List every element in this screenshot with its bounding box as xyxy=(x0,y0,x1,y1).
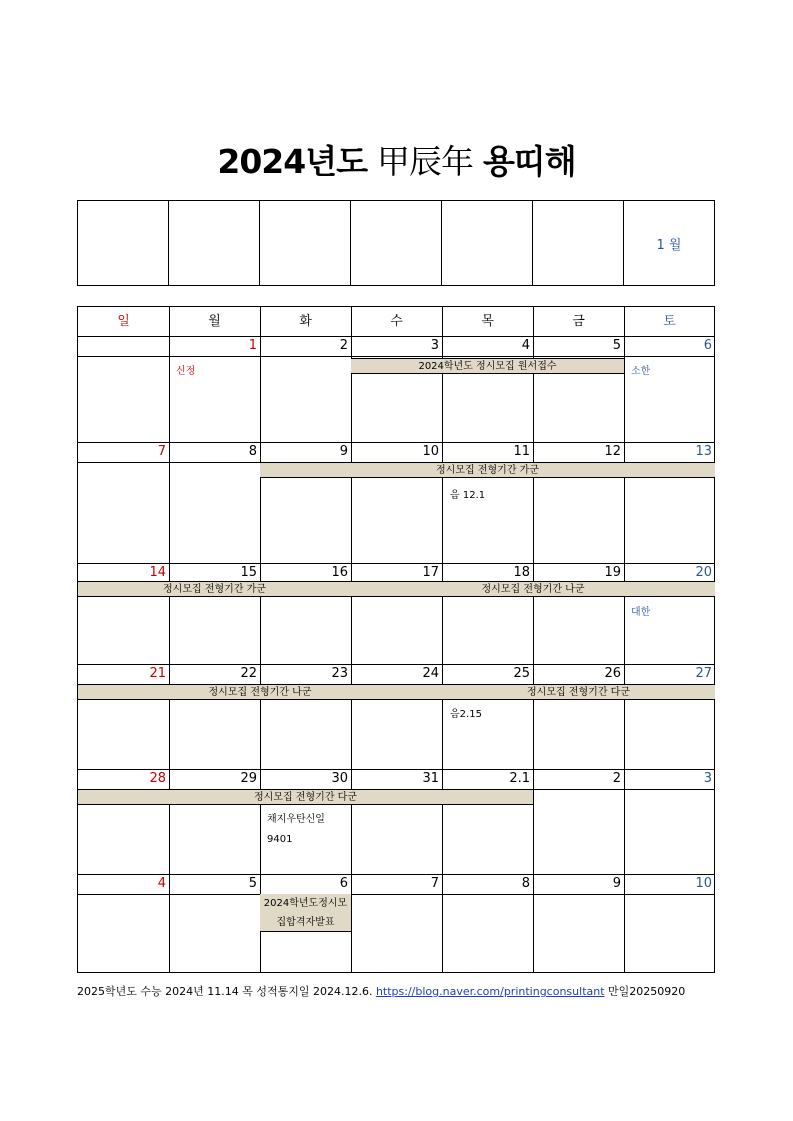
title-ganji: 甲辰年 xyxy=(376,142,473,181)
day-number: 1 xyxy=(248,338,257,353)
day-number: 7 xyxy=(430,876,439,891)
seasonal-note: 대한 xyxy=(631,607,651,618)
footer-text: 2025학년도 수능 2024년 11.14 목 성적통지일 2024.12.6. xyxy=(77,985,373,998)
day-number: 7 xyxy=(157,444,166,459)
page-title xyxy=(0,136,793,183)
event-bar: 정시모집 전형기간 가군 xyxy=(260,462,715,478)
header-cell xyxy=(169,201,260,285)
event-box-line: 집합격자발표 xyxy=(276,917,335,928)
weekday-mon: 월 xyxy=(208,314,221,329)
grid-line xyxy=(351,307,352,972)
footer-note xyxy=(77,983,685,999)
day-number: 5 xyxy=(248,876,257,891)
grid-line xyxy=(624,307,625,972)
day-number: 8 xyxy=(521,876,530,891)
event-bar: 정시모집 전형기간 다군 xyxy=(78,789,533,805)
month-label: 1 월 xyxy=(656,238,682,253)
event-bar: 정시모집 전형기간 가군 xyxy=(78,581,351,597)
day-number: 3 xyxy=(703,771,712,786)
day-number: 11 xyxy=(513,444,530,459)
day-number: 24 xyxy=(422,666,439,681)
day-number: 9 xyxy=(612,876,621,891)
grid-line xyxy=(78,356,714,357)
day-number: 26 xyxy=(604,666,621,681)
day-number: 4 xyxy=(521,338,530,353)
weekday-sat: 토 xyxy=(663,314,676,329)
grid-line xyxy=(78,894,714,895)
day-number: 22 xyxy=(240,666,257,681)
header-cell-month xyxy=(624,201,714,285)
day-number: 8 xyxy=(248,444,257,459)
day-number: 27 xyxy=(695,666,712,681)
header-strip xyxy=(77,200,715,286)
header-cell xyxy=(442,201,533,285)
day-number: 6 xyxy=(339,876,348,891)
day-number: 13 xyxy=(695,444,712,459)
day-number: 4 xyxy=(157,876,166,891)
holiday-note: 신정 xyxy=(176,366,196,377)
header-cell xyxy=(260,201,351,285)
day-number: 10 xyxy=(422,444,439,459)
day-number: 10 xyxy=(695,876,712,891)
day-number: 21 xyxy=(149,666,166,681)
day-number: 30 xyxy=(331,771,348,786)
event-bar: 2024학년도 정시모집 원서접수 xyxy=(351,358,624,374)
day-number xyxy=(78,336,166,356)
day-number: 14 xyxy=(149,565,166,580)
title-year: 2024년도 xyxy=(217,142,367,181)
footer-link[interactable]: https://blog.naver.com/printingconsultant xyxy=(375,985,605,998)
day-number: 15 xyxy=(240,565,257,580)
birthday-note: 채지우탄신일 xyxy=(267,814,325,825)
header-cell xyxy=(78,201,169,285)
day-number: 17 xyxy=(422,565,439,580)
day-number: 3 xyxy=(430,338,439,353)
title-zodiac: 용띠해 xyxy=(482,142,576,181)
day-number: 19 xyxy=(604,565,621,580)
day-number: 2 xyxy=(339,338,348,353)
lunar-note: 음 12.1 xyxy=(450,490,486,501)
day-number: 2.1 xyxy=(509,771,530,786)
day-number: 18 xyxy=(513,565,530,580)
grid-line xyxy=(260,307,261,972)
day-number: 20 xyxy=(695,565,712,580)
weekday-sun: 일 xyxy=(117,314,130,329)
weekday-fri: 금 xyxy=(572,314,585,329)
event-bar: 정시모집 전형기간 나군 xyxy=(78,684,442,700)
grid-line xyxy=(442,307,443,972)
lunar-note: 음2.15 xyxy=(450,709,482,720)
event-bar: 정시모집 전형기간 다군 xyxy=(442,684,715,700)
weekday-thu: 목 xyxy=(481,314,494,329)
day-number: 2 xyxy=(612,771,621,786)
header-cell xyxy=(351,201,442,285)
day-number: 16 xyxy=(331,565,348,580)
header-cell xyxy=(533,201,624,285)
day-number: 28 xyxy=(149,771,166,786)
calendar-grid xyxy=(77,306,715,973)
event-box-line: 2024학년도정시모 xyxy=(263,898,348,909)
seasonal-note: 소한 xyxy=(631,366,651,377)
event-box xyxy=(260,894,351,932)
grid-line xyxy=(533,307,534,972)
weekday-tue: 화 xyxy=(299,314,312,329)
day-number: 25 xyxy=(513,666,530,681)
weekday-wed: 수 xyxy=(390,314,403,329)
code-note: 9401 xyxy=(267,834,293,845)
day-number: 5 xyxy=(612,338,621,353)
day-number: 29 xyxy=(240,771,257,786)
day-number: 31 xyxy=(422,771,439,786)
day-number: 12 xyxy=(604,444,621,459)
footer-suffix: 만일20250920 xyxy=(608,985,686,998)
event-bar: 정시모집 전형기간 나군 xyxy=(351,581,715,597)
day-number: 6 xyxy=(703,338,712,353)
day-number: 23 xyxy=(331,666,348,681)
day-number: 9 xyxy=(339,444,348,459)
grid-line xyxy=(169,307,170,972)
